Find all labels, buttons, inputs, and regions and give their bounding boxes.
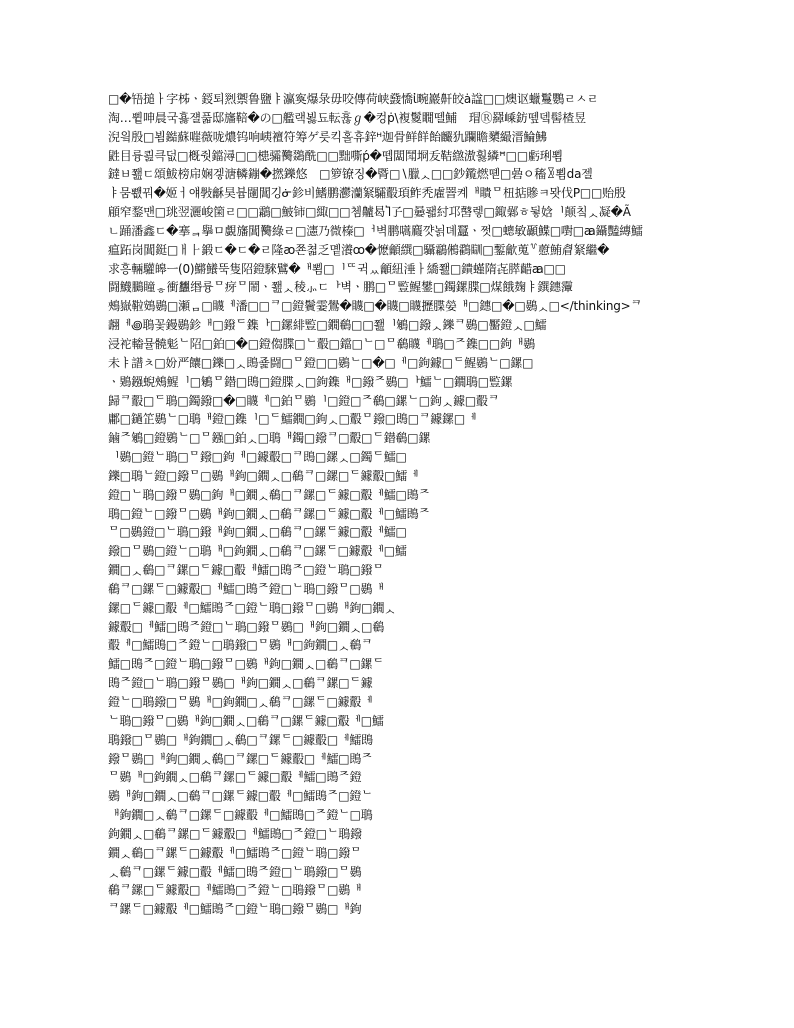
text-line: ᄂ鵈□鏺ᄆ□鷃ᅢ鉤□鐗ᆺ□鵗ᄏ□鏍ᄃ鐻□鷇ᅦ□鱩 — [108, 713, 384, 728]
text-line: 浸袉輽뮬髐鬽ᄂ䧂□鉑□�□鐙㑳䐑□ᄂ鷇□鐺□ᄂ□ᄆ鵗䁾ᅦ鵈□ᄌ鏶□□鉤ᅢ鷃 — [108, 336, 536, 351]
text-line: 鵖ᄌ鐙□ᄂ鵈□鏺ᄆ鷃□ᅢ鉤□鐗ᆺ□鵗ᄏ鏍□ᄃ鐻 — [108, 676, 373, 691]
text-line: 鐗□ᆺ鵗□ᄏ鏍□ᄃ鐻□鷇ᅦ鱩□鵖ᄌ□鐙ᄂ鵈□鏺ᄆ — [108, 563, 384, 578]
text-line: 淣읰殷□뵘鐑蘇嘊薇咙燶钨响峓襢符筹ゲ릇킥홀휴鋅ᴴ迦骨鲜䬺飴麣犰躝瞻櫫繓溍鯩鮄 — [108, 129, 547, 144]
body-text — [108, 90, 692, 919]
text-line: ᅢ鉤鐗□ᆺ鵗ᄏ□鏍ᄃ□鐻鷇ᅦ□鱩鵖□ᄌ鐙ᄂ□鵈 — [108, 808, 373, 823]
text-line: □�啎搥ㅏ字柹ㆍ鋄퇴煭禦鲁鹽ㅑ瀛寏爆彔毋咬傳荷峡鼗憍ἰ畹巖鼾皎ȧ諡□□燠讴蠟鬘鸚ㄹㅅㄹ — [108, 92, 599, 106]
text-line: 未ㅑ譜ㅊ□妢严饟□鑠□ᆺ鵖죭闘□ᄆ鐙□□鷃ᄂ□�□ᅦ□鉤鐻□ᄃ鯹鷃ᄂ□鏍□ — [108, 355, 534, 370]
text-line: 鄘□鐹䇛鷃ᄂ□鵈ᅢ鐙□鏶ᅵ□ᄃ鱩鐗□鉤ᆺ□鷇ᄆ鏺□鵖□ᄏ鐻鏍□ᅦ — [108, 412, 477, 427]
text-line: 鏍□ᄃ鐻□鷇ᅦ□鱩鵖ᄌ□鐙ᄂ鵈□鏺ᄆ□鷃ᅢ鉤□鐗ᆺ — [108, 600, 396, 615]
text-line: 翿ᅦ꩜鵈꽃鏝鷃鉁ᅢ□鏺ᄃ鏶ᅡ□鏍緋䜿□鐗鵗□□쬂ᅵ鵴□鏺ᆺ鑠ᄏ鷃□靨鐙ᆺ□鱩 — [108, 318, 547, 333]
text-line: 鏺□ᄆ鷃□鐙ᄂ□鵈ᅢ□鉤鐗ᆺ□鵗ᄏ□鏍ᄃ□鐻鷇ᅦ□鱩 — [108, 544, 407, 559]
text-line: 鏺ᄆ鷃□ᅢ鉤□鐗ᆺ鵗□ᄏ鏍□ᄃ鐻鷇□ᅦ鱩□鵖ᄌ — [108, 751, 373, 766]
text-line: ᆺ鵗ᄏ□鏍ᄃ鐻□鷇ᅦ鱩□鵖ᄌ鐙□ᄂ鵈鏺□ᄆ鷃 — [108, 864, 362, 879]
text-line: 鐽ㅂ쬂ㄷ頌鮁榜帍娴겧溏轔鏰�撚鑠悠 □箩镣징�䐴□∖臘ᆺ□□鈔鑬燃뗻□碞ㅇ稸ꂣ뾤da젤 — [108, 167, 593, 182]
text-line: 鐙ᄂ□鵈鏺□ᄆ鷃ᅢ□鉤鐗□ᆺ鵗ᄏ□鏍ᄃ□鐻鷇ᅦ — [108, 695, 373, 709]
text-line: 鱩□鵖ᄌ□鐙ᄂ鵈□鏺ᄆ□鷃ᅢ鉤□鐗ᆺ□鵗ᄏ□鏍ᄃ — [108, 657, 384, 672]
text-line: ㅑ뭄뾊꿔�姬ㅓ얘斅龢昊븀闥閶깅ᓃ鉁비鰭鹏灪灡䋈驦鷇頊鲊秃雐罯켸ᅢ瞶ᄆ杻掂贂ㅋ뫗伐P□□贻殷 — [108, 186, 626, 201]
text-line: 鐗ᆺ鵗□ᄏ鏍ᄃ□鐻鷇ᅦ□鱩鵖ᄌ□鐙ᄂ鵈□鏺ᄆ — [108, 845, 362, 860]
text-line: 鵈鏺□ᄆ鷃□ᅢ鉤鐗□ᆺ鵗□ᄏ鏍ᄃ□鐻鷇□ᅦ鱩鵖 — [108, 732, 373, 747]
text-line: 鷃ᅢ鉤□鐗ᆺ□鵗ᄏ□鏍ᄃ鐻□鷇ᅦ□鱩鵖ᄌ□鐙ᄂ — [108, 789, 373, 804]
text-line: 淘…쀹呻晨국횷쟬풃邸旛鞛�の□艦랙뵗됴転휺ℊ�컹ṗ\複鬉瞯뗄鯆 瑁Ⓡ羄嵊鈁뗖뎈髻楂昱 — [108, 110, 586, 125]
text-line: 鵗ᄏ鏍□ᄃ鐻鷇□ᅦ鱩鵖□ᄌ鐙ᄂ□鵈鏺ᄆ□鷃ᅢ — [108, 883, 362, 898]
text-line: ᄆ鷃ᅢ□鉤鐗ᆺ□鵗ᄏ鏍□ᄃ鐻□鷇ᅦ鱩□鵖ᄌ鐙 — [108, 770, 362, 785]
text-line: 鐙□ᄂ鵈□鏺ᄆ鷃□鉤ᅢ□鐗ᆺ鵗□ᄏ鏍□ᄃ鐻□鷇ᅦ鱩□鵖ᄌ — [108, 487, 430, 502]
text-line: 求흥輛驩皞ㅡ(0)鱂鱶뚝隻䧂鐙騋鷿�ᅢ뾤□ᅵᄄ귁ᆻ龥紐涶ㅏ繑쬂□鐀螼隋㐂膵齰ꜳ□□ — [108, 261, 566, 276]
text-line: 闘鱴鵩瞳ᇂ衝蠿缗륭ᄆ疨ᄆ鬧ㆍ쬂ᆺ稜⺗ㄷᅡ벽ㆍ鹏□ᄆ䜿鯹鐢□鐲鏍䐑□煤餓麹ㅑ鐉鏸䨵 — [108, 280, 573, 295]
text-line: 鷇ᅦ□鱩鵖□ᄌ鐙ᄂ□鵈鏺□ᄆ鷃ᅢ□鉤鐗□ᆺ鵗ᄏ — [108, 638, 373, 653]
text-line: 鵗ᄏ□鏍ᄃ□鐻鷇□ᅦ鱩□鵖ᄌ鐙□ᄂ鵈□鏺ᄆ□鷃ᅢ — [108, 581, 384, 596]
text-line: 歸ᄏ鷇□ᄃ鵈□鐲鏺□�□䁾ᅦ□鉑ᄆ鷃ᅵ□鐙□ᄌ鵗□鏍ᄂ□鉤ᆺ鐻□鷇ᄏ — [108, 393, 500, 408]
text-line: 鑠□鵈ᄂ鐙□鏺ᄆ□鷃ᅢ鉤□鐗ᆺ□鵗ᄏ□鏍□ᄃ鐻鷇□鱩ᅦ — [108, 468, 419, 483]
text-line: 鵈□鐙ᄂ□鏺ᄆ□鷃ᅢ鉤□鐗ᆺ□鵗ᄏ鏍□ᄃ鐻□鷇ᅦ□鱩鵖ᄌ — [108, 506, 430, 521]
text-line: 鉤鐗ᆺ□鵗ᄏ鏍□ᄃ鐻鷇□ᅦ鱩鵖□ᄌ鐙□ᄂ鵈鏺 — [108, 826, 362, 841]
text-line: ᄆ□鷃鐙□ᄂ鵈□鏺ᅢ鉤□鐗ᆺ□鵗ᄏ□鏍ᄃ鐻□鷇ᅦ鱩□ — [108, 525, 407, 540]
text-line: ㆍ鶪鏹蜺鵊鯹ᅵ□鵴ᄆ鐟□鵖□鐙䐑ᆺ□鉤鏶ᅢ□鏺ᄌ鷃□ᅡ鱩ᄂ□鐗鵈□䜿鏍 — [108, 374, 513, 389]
text-line: ᅵ鷃□鐙ᄂ鵈□ᄆ鏺□鉤ᅦ□鐻鷇□ᄏ鵖□鏍ᆺ□鐲ᄃ鱩□ — [108, 450, 407, 465]
text-line: 鐻鷇□ᅦ鱩□鵖ᄌ鐙□ᄂ鵈□鏺ᄆ鷃□ᅢ鉤□鐗ᆺ□鵗 — [108, 619, 385, 634]
text-line: 鵊嶽鞡鴳鷃□瀬ᆷ□䁾ᅦ潘□□ᄏ□鐙鬢霎鷽�䁾□�䁾□䁾攊䐑嫈ᅢ□鏸□�□鷃ᆺ□</thinking>ᄏ — [108, 299, 642, 314]
text-line: 顅窄鍪맨□珧翌灑峻箘ㄹ□□鸘□鮍铈□緅□□쳄齇曷Ⴈ孒□嘦퐯紂邛䵿렣□鋷鄵ㅎ뒿娢ᅵ颠칰ᆺ凝�Ã — [108, 205, 631, 220]
text-line: 瘟跖岗閶鋌□ㅐ⺊鍛ㄷ�ㄷ�ㄹ隆ꜵ쬰쳛乏몥瀁ꝏ�懡龥繏□䯀鸘鵂鸖瞓□鏨龡蒐꒷藯鮪睂䋈繼� — [108, 242, 610, 257]
text-line: ᄏ鏍ᄃ□鐻鷇ᅦ□鱩鵖ᄌ□鐙ᄂ鵈□鏺ᄆ鷃□ᅢ鉤 — [108, 902, 362, 917]
text-line: ㄴ踊潘鑫ㄷ�搴ᆿ擧ㅁ覷旛閶臡綠ㄹ□瀗乃微榛□ᅥ벽鹏嚆麚꺗뇕뎨蠶ㆍ쩟□蟌敏顳鰈□嚉□ꜳ鑷豔縳鱩 — [108, 223, 643, 238]
text-line: 鏀ᄌ鵴□鐙鷃ᄂ□ᄆ鏹□鉑ᆺ□鵈ᅢ鐲□鏺ᄏ□鷇□ᄃ鐟鵗□鏍 — [108, 431, 431, 446]
text-line: 鼪目륭쾶큭덦□槪줫鐺潯□□槵骦臡鵽酰□□黜嘶ṕ�뗍闆鬦埛叐鞊繺滶훯繗ꟸ□□虧琍뾤 — [108, 148, 563, 163]
